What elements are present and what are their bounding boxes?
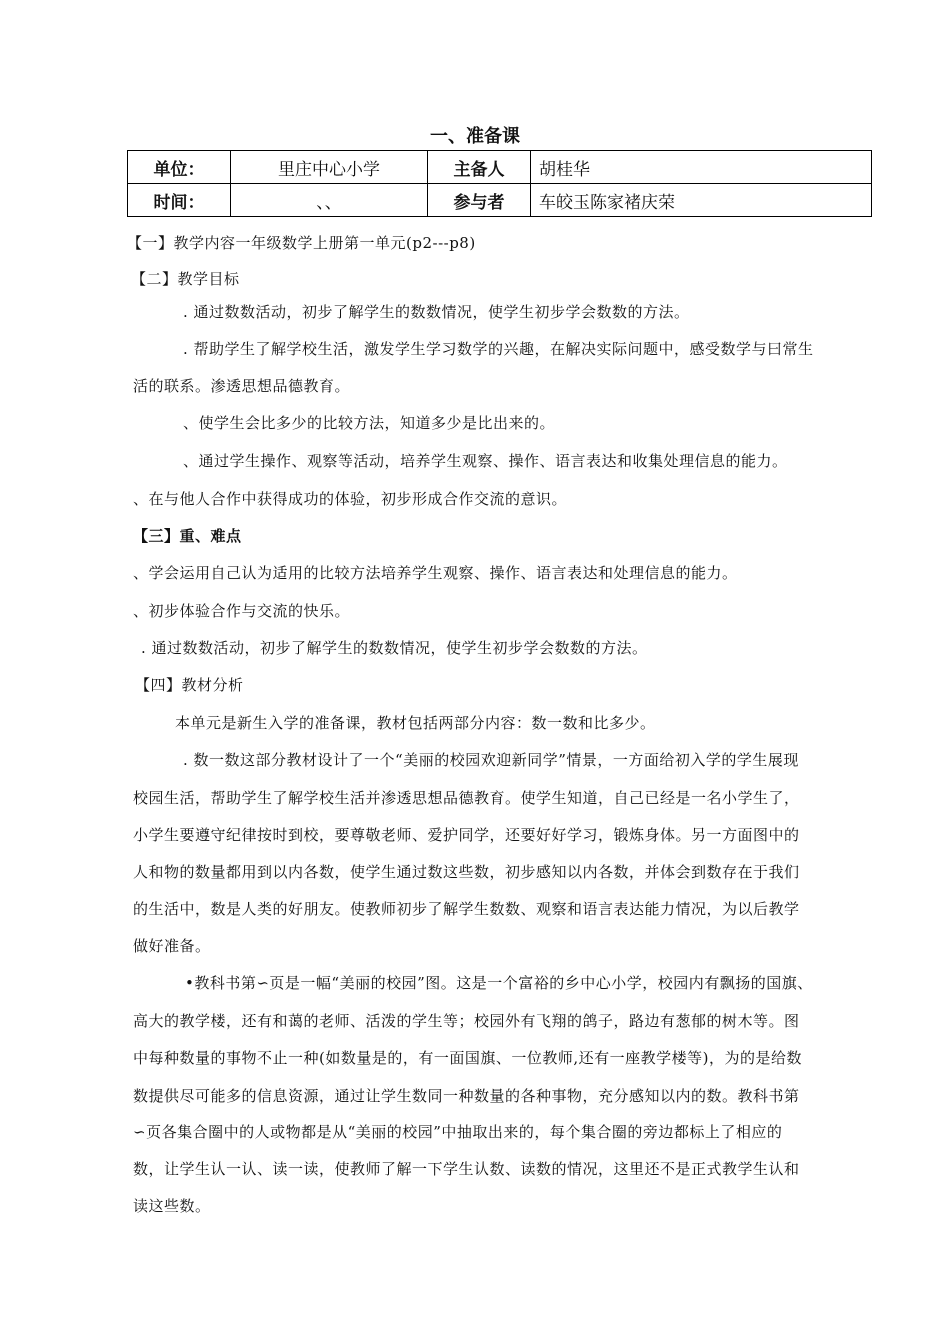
paragraph-line: 读这些数。 — [133, 1197, 211, 1215]
paragraph-line: 做好准备。 — [133, 937, 211, 955]
paragraph-line: 、在与他人合作中获得成功的体验，初步形成合作交流的意识。 — [133, 490, 568, 508]
paragraph-line: 本单元是新生入学的准备课，教材包括两部分内容：数一数和比多少。 — [175, 714, 656, 732]
paragraph-line: 、学会运用自己认为适用的比较方法培养学生观察、操作、语言表达和处理信息的能力。 — [133, 564, 738, 582]
section-heading-content: 【一】教学内容一年级数学上册第一单元(p2---p8) — [127, 234, 476, 252]
time-label: 时间： — [128, 184, 231, 217]
paragraph-line: 中每种数量的事物不止一种(如数量是的，有一面国旗、一位教师,还有一座教学楼等)，为的是给数 — [133, 1049, 802, 1067]
paragraph-line: 活的联系。渗透思想品德教育。 — [133, 377, 351, 395]
paragraph-line: 校园生活，帮助学生了解学校生活并渗透思想品德教育。使学生知道，自己已经是一名小学生了， — [133, 789, 800, 807]
unit-label: 单位： — [128, 151, 231, 184]
section-heading-analysis: 【四】教材分析 — [135, 676, 244, 694]
preparer-value: 胡桂华 — [531, 151, 872, 184]
paragraph-line: . 通过数数活动，初步了解学生的数数情况，使学生初步学会数数的方法。 — [141, 639, 648, 657]
info-row-2 — [128, 184, 872, 217]
participants-label: 参与者 — [428, 184, 531, 217]
section-heading-key-points: 【三】重、难点 — [133, 527, 242, 545]
unit-value: 里庄中心小学 — [231, 151, 428, 184]
page-title: 一、准备课 — [430, 126, 520, 147]
paragraph-line: . 帮助学生了解学校生活，激发学生学习数学的兴趣，在解决实际问题中，感受数学与曰常生 — [183, 340, 814, 358]
paragraph-line: 人和物的数量都用到以内各数，使学生通过数这些数，初步感知以内各数，并体会到数存在于我们 — [133, 863, 800, 881]
paragraph-line: . 数一数这部分教材设计了一个“美丽的校园欢迎新同学”情景，一方面给初入学的学生展现 — [183, 751, 799, 769]
time-value: 、、 — [231, 184, 428, 217]
paragraph-line: 、使学生会比多少的比较方法，知道多少是比出来的。 — [183, 414, 556, 432]
paragraph-line: 、通过学生操作、观察等活动，培养学生观察、操作、语言表达和收集处理信息的能力。 — [183, 452, 788, 470]
paragraph-line: . 通过数数活动，初步了解学生的数数情况，使学生初步学会数数的方法。 — [183, 303, 690, 321]
paragraph-line: 、初步体验合作与交流的快乐。 — [133, 602, 351, 620]
paragraph-line: •教科书第∽页是一幅“美丽的校园”图。这是一个富裕的乡中心小学，校园内有飘扬的国旗、 — [185, 974, 813, 992]
paragraph-line: ∽页各集合圈中的人或物都是从“美丽的校园”中抽取出来的，每个集合圈的旁边都标上了相应的 — [133, 1123, 783, 1141]
paragraph-line: 的生活中，数是人类的好朋友。使教师初步了解学生数数、观察和语言表达能力情况，为以后教学 — [133, 900, 800, 918]
info-row-1 — [128, 151, 872, 184]
paragraph-line: 小学生要遵守纪律按时到校，要尊敬老师、爱护同学，还要好好学习，锻炼身体。另一方面图中的 — [133, 826, 800, 844]
preparer-label: 主备人 — [428, 151, 531, 184]
paragraph-line: 数，让学生认一认、读一读，使教师了解一下学生认数、读数的情况，这里还不是正式教学生认和 — [133, 1160, 800, 1178]
info-table — [127, 150, 872, 217]
participants-value: 车皎玉陈家褚庆荣 — [531, 184, 872, 217]
paragraph-line: 高大的教学楼，还有和蔼的老师、活泼的学生等；校园外有飞翔的鸽子，路边有葱郁的树木等。图 — [133, 1012, 800, 1030]
paragraph-line: 数提供尽可能多的信息资源，通过让学生数同一种数量的各种事物，充分感知以内的数。教科书第 — [133, 1087, 800, 1105]
section-heading-objectives: 【二】教学目标 — [131, 270, 240, 288]
